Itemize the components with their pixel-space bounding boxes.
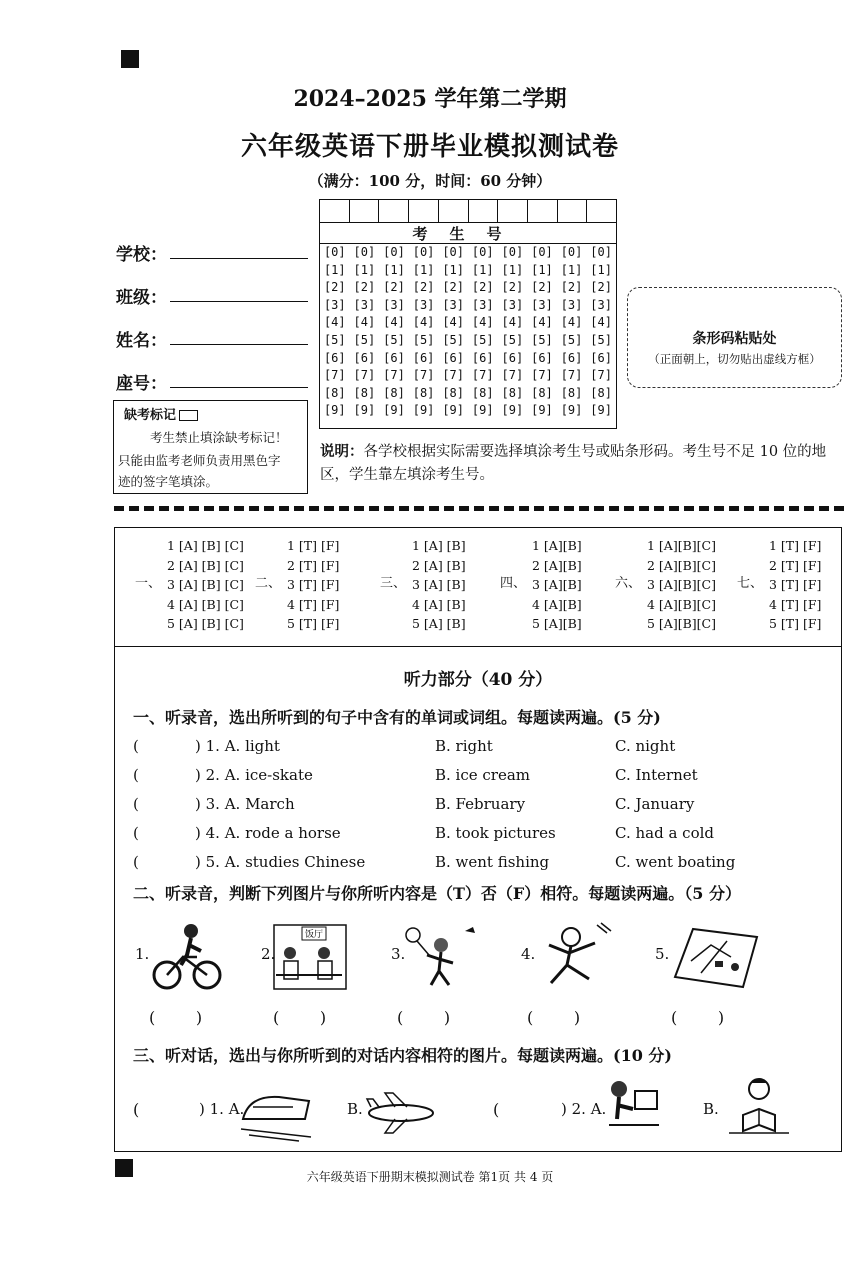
- answer-blank[interactable]: (: [133, 795, 139, 813]
- option-c: C. went boating: [615, 853, 736, 871]
- exam-id-bubble[interactable]: [8]: [442, 385, 465, 400]
- exam-id-bubble[interactable]: [2]: [560, 280, 583, 295]
- map-picture: [671, 921, 763, 991]
- exam-id-bubble[interactable]: [1]: [590, 262, 612, 277]
- exam-id-bubble[interactable]: [1]: [531, 262, 553, 277]
- school-field[interactable]: [116, 240, 167, 265]
- exam-id-bubble[interactable]: [7]: [412, 368, 435, 383]
- name-field[interactable]: [116, 326, 167, 351]
- option-a: ) 2. A. ice-skate: [195, 766, 313, 784]
- exam-id-bubble[interactable]: [7]: [501, 368, 524, 383]
- reading-boy-picture: [729, 1075, 791, 1141]
- absent-line-1: 考生禁止填涂缺考标记！: [150, 430, 288, 445]
- q2-answer-blank[interactable]: ( ): [527, 1008, 581, 1027]
- exam-id-bubble[interactable]: [5]: [590, 332, 612, 347]
- exam-title: 六年级英语下册毕业模拟测试卷: [240, 132, 619, 162]
- answer-bubble-row[interactable]: 1 [A] [B]: [412, 538, 466, 553]
- exam-id-bubble[interactable]: [8]: [501, 385, 524, 400]
- seat-label: 座号：: [116, 374, 167, 394]
- barcode-hint: （正面朝上，切勿贴出虚线方框）: [648, 352, 821, 366]
- answer-blank[interactable]: (: [133, 766, 139, 784]
- page-footer: 六年级英语下册期末模拟测试卷 第1页 共 4 页: [306, 1170, 554, 1184]
- exam-id-bubble[interactable]: [8]: [531, 385, 553, 400]
- exam-id-bubble[interactable]: [1]: [442, 262, 465, 277]
- exam-id-bubble[interactable]: [5]: [323, 332, 346, 347]
- exam-id-bubble[interactable]: [3]: [353, 297, 376, 312]
- exam-id-bubble[interactable]: [4]: [383, 315, 405, 330]
- exam-id-bubble[interactable]: [6]: [442, 350, 465, 365]
- exam-id-bubble[interactable]: [7]: [323, 368, 346, 383]
- answer-bubble-row[interactable]: 3 [A] [B] [C]: [167, 577, 244, 592]
- exam-id-bubble[interactable]: [8]: [383, 385, 405, 400]
- name-label: 姓名：: [116, 331, 167, 351]
- class-field[interactable]: [116, 283, 167, 308]
- seat-field[interactable]: [116, 369, 167, 394]
- answer-bubble-row[interactable]: 2 [T] [F]: [769, 557, 822, 573]
- exam-id-bubble[interactable]: [4]: [471, 315, 494, 330]
- q1-item: [129, 795, 829, 817]
- dining-hall-sign: 饭厅: [305, 930, 324, 940]
- exam-id-bubble[interactable]: [6]: [471, 350, 494, 365]
- exam-id-bubble[interactable]: [7]: [560, 368, 583, 383]
- answer-bubble-row[interactable]: 1 [A][B]: [532, 538, 582, 553]
- q1-item: [129, 766, 829, 788]
- answer-bubble-row[interactable]: 4 [A][B][C]: [647, 596, 716, 612]
- exam-id-bubble[interactable]: [1]: [501, 262, 524, 277]
- instruction-note: [320, 440, 845, 487]
- exam-id-bubbles[interactable]: [320, 244, 616, 420]
- exam-id-bubble[interactable]: [4]: [442, 315, 465, 330]
- exam-id-column[interactable]: [498, 244, 528, 420]
- exam-id-bubble[interactable]: [4]: [501, 315, 524, 330]
- answer-bubble-row[interactable]: 5 [A][B][C]: [647, 616, 716, 631]
- exam-id-bubble[interactable]: [6]: [590, 350, 612, 365]
- option-b: B. went fishing: [435, 853, 550, 871]
- q2-answer-blank[interactable]: ( ): [397, 1008, 451, 1027]
- option-a: ) 4. A. rode a horse: [195, 824, 341, 842]
- answer-sheet: [114, 527, 842, 647]
- answer-bubble-row[interactable]: 3 [A][B][C]: [647, 577, 716, 592]
- option-b: B. right: [435, 737, 493, 755]
- q3-q1-b: B.: [347, 1100, 363, 1118]
- exam-id-bubble[interactable]: [2]: [323, 280, 346, 295]
- q3-paren-1: (: [133, 1100, 140, 1119]
- exam-id-bubble[interactable]: [9]: [323, 403, 346, 418]
- exam-id-bubble[interactable]: [1]: [471, 262, 494, 277]
- plane-picture: [365, 1091, 437, 1135]
- option-b: B. took pictures: [435, 824, 556, 842]
- exam-id-bubble[interactable]: [3]: [442, 297, 465, 312]
- exam-id-column[interactable]: [379, 244, 409, 420]
- answer-bubble-row[interactable]: 3 [T] [F]: [769, 577, 822, 592]
- exam-id-bubble[interactable]: [6]: [501, 350, 524, 365]
- answer-group-number: 一、: [135, 576, 162, 591]
- computer-user-picture: [603, 1075, 663, 1141]
- exam-id-column[interactable]: [350, 244, 380, 420]
- option-c: C. January: [615, 795, 695, 813]
- exam-id-bubble[interactable]: [2]: [442, 280, 465, 295]
- q2-heading: 二、听录音，判断下列图片与你所听内容是（T）否（F）相符。每题读两遍。（5 分）: [133, 884, 741, 903]
- listening-section: [114, 645, 842, 1152]
- answer-bubble-row[interactable]: 2 [T] [F]: [287, 557, 340, 573]
- exam-id-bubble[interactable]: [7]: [353, 368, 376, 383]
- exam-id-bubble[interactable]: [1]: [383, 262, 405, 277]
- exam-id-bubble[interactable]: [0]: [471, 245, 494, 259]
- exam-id-bubble[interactable]: [5]: [560, 332, 583, 347]
- exam-id-bubble[interactable]: [8]: [353, 385, 376, 400]
- score-time: （满分：100 分，时间：60 分钟）: [308, 172, 552, 190]
- exam-id-bubble[interactable]: [4]: [412, 315, 435, 330]
- exam-id-bubble[interactable]: [6]: [412, 350, 435, 365]
- answer-blank[interactable]: (: [133, 824, 139, 842]
- badminton-picture: [405, 921, 483, 991]
- exam-id-bubble[interactable]: [0]: [412, 245, 435, 259]
- exam-id-bubble[interactable]: [6]: [353, 350, 376, 365]
- school-label: 学校：: [116, 245, 167, 265]
- answer-bubble-row[interactable]: 2 [A] [B] [C]: [167, 557, 244, 573]
- exam-id-column[interactable]: [320, 244, 350, 420]
- exam-id-bubble[interactable]: [2]: [590, 280, 612, 295]
- absent-mark-box: [113, 400, 308, 494]
- answer-group-number: 二、: [255, 576, 282, 591]
- q3-paren-2: (: [493, 1100, 500, 1119]
- exam-id-bubble[interactable]: [5]: [442, 332, 465, 347]
- option-a: ) 5. A. studies Chinese: [195, 853, 366, 871]
- exam-id-bubble[interactable]: [1]: [560, 262, 583, 277]
- absent-checkbox[interactable]: [179, 410, 198, 421]
- exam-id-bubble[interactable]: [0]: [442, 245, 465, 259]
- exam-id-write-row[interactable]: [320, 200, 616, 223]
- exam-id-bubble[interactable]: [8]: [412, 385, 435, 400]
- exam-id-bubble[interactable]: [3]: [531, 297, 553, 312]
- answer-bubble-row[interactable]: 4 [A] [B]: [412, 596, 466, 612]
- exam-id-column[interactable]: [586, 244, 616, 420]
- exam-id-bubble[interactable]: [9]: [353, 403, 376, 418]
- q2-answer-blank[interactable]: ( ): [671, 1008, 725, 1027]
- option-c: C. Internet: [615, 766, 698, 784]
- answer-bubble-row[interactable]: 4 [T] [F]: [287, 596, 340, 612]
- exam-id-bubble[interactable]: [5]: [383, 332, 405, 347]
- exam-id-bubble[interactable]: [7]: [590, 368, 612, 383]
- exam-id-bubble[interactable]: [9]: [531, 403, 553, 418]
- exam-id-bubble[interactable]: [9]: [560, 403, 583, 418]
- answer-blank[interactable]: (: [133, 853, 139, 871]
- q2-label-5: 5.: [655, 945, 670, 963]
- exam-id-column[interactable]: [468, 244, 498, 420]
- exam-id-bubble[interactable]: [3]: [471, 297, 494, 312]
- exam-id-bubble[interactable]: [7]: [442, 368, 465, 383]
- answer-bubble-row[interactable]: 4 [A] [B] [C]: [167, 596, 244, 612]
- answer-group-number: 四、: [500, 576, 527, 591]
- answer-bubble-row[interactable]: 5 [A][B]: [532, 616, 582, 631]
- class-label: 班级：: [116, 288, 167, 308]
- exam-id-bubble[interactable]: [4]: [323, 315, 346, 330]
- exam-id-label: 考生号: [320, 223, 616, 244]
- exam-id-bubble[interactable]: [6]: [531, 350, 553, 365]
- q2-label-2: 2.: [261, 945, 276, 963]
- exam-id-bubble[interactable]: [9]: [501, 403, 524, 418]
- answer-bubble-row[interactable]: 3 [A] [B]: [412, 577, 466, 592]
- exam-id-bubble[interactable]: [1]: [412, 262, 435, 277]
- answer-bubble-row[interactable]: 4 [A][B]: [532, 596, 582, 612]
- exam-id-bubble[interactable]: [3]: [412, 297, 435, 312]
- exam-id-column[interactable]: [527, 244, 557, 420]
- absent-line-2: 只能由监考老师负责用黑色字: [118, 453, 281, 468]
- boy-cycling-picture: [151, 921, 225, 991]
- exam-id-bubble[interactable]: [0]: [353, 245, 376, 259]
- q3-q2: ) 2. A.: [561, 1100, 607, 1118]
- exam-id-bubble[interactable]: [8]: [471, 385, 494, 400]
- exam-id-bubble[interactable]: [8]: [590, 385, 612, 400]
- exam-id-bubble[interactable]: [0]: [590, 245, 612, 259]
- answer-bubble-row[interactable]: 3 [T] [F]: [287, 577, 340, 592]
- note-text: 各学校根据实际需要选择填涂考生号或贴条形码。考生号不足 10 位的地区，学生靠左填涂考生号。: [320, 444, 827, 483]
- q2-answer-blank[interactable]: ( ): [273, 1008, 327, 1027]
- exam-id-bubble[interactable]: [0]: [560, 245, 583, 259]
- exam-id-bubble[interactable]: [9]: [412, 403, 435, 418]
- exam-id-bubble[interactable]: [0]: [531, 245, 553, 259]
- option-b: B. ice cream: [435, 766, 531, 784]
- exam-id-bubble[interactable]: [2]: [412, 280, 435, 295]
- exam-id-bubble[interactable]: [6]: [560, 350, 583, 365]
- exam-id-bubble[interactable]: [2]: [531, 280, 553, 295]
- exam-id-bubble[interactable]: [4]: [590, 315, 612, 330]
- registration-mark-top: [121, 50, 139, 68]
- option-b: B. February: [435, 795, 526, 813]
- option-c: C. had a cold: [615, 824, 714, 842]
- exam-id-bubble[interactable]: [7]: [383, 368, 405, 383]
- answer-bubble-row[interactable]: 5 [A] [B]: [412, 616, 466, 631]
- exam-id-bubble[interactable]: [5]: [353, 332, 376, 347]
- train-picture: [239, 1085, 313, 1143]
- q2-label-4: 4.: [521, 945, 536, 963]
- exam-id-bubble[interactable]: [7]: [531, 368, 553, 383]
- exam-id-column[interactable]: [409, 244, 439, 420]
- exam-id-bubble[interactable]: [9]: [590, 403, 612, 418]
- exam-id-bubble[interactable]: [8]: [323, 385, 346, 400]
- exam-id-bubble[interactable]: [2]: [353, 280, 376, 295]
- dining-hall-picture: [272, 923, 348, 991]
- option-c: C. night: [615, 737, 676, 755]
- exam-id-bubble[interactable]: [2]: [471, 280, 494, 295]
- exam-id-bubble[interactable]: [9]: [442, 403, 465, 418]
- barcode-area: [627, 287, 842, 388]
- q1-item: [129, 737, 829, 759]
- q3-heading: 三、听对话，选出与你所听到的对话内容相符的图片。每题读两遍。(10 分): [133, 1046, 672, 1065]
- exam-id-column[interactable]: [438, 244, 468, 420]
- answer-bubble-row[interactable]: 1 [A][B][C]: [647, 538, 716, 553]
- answer-bubble-row[interactable]: 4 [T] [F]: [769, 596, 822, 612]
- exam-id-bubble[interactable]: [3]: [383, 297, 405, 312]
- option-a: ) 1. A. light: [195, 737, 280, 755]
- answer-bubble-row[interactable]: 2 [A][B]: [532, 557, 582, 573]
- exam-id-bubble[interactable]: [0]: [323, 245, 346, 259]
- answer-group-number: 七、: [737, 576, 764, 591]
- q3-q2-b: B.: [703, 1100, 719, 1118]
- answer-bubble-row[interactable]: 5 [T] [F]: [287, 616, 340, 631]
- listening-title: 听力部分（40 分）: [403, 670, 553, 690]
- exam-id-bubble[interactable]: [3]: [323, 297, 346, 312]
- exam-id-bubble[interactable]: [5]: [412, 332, 435, 347]
- exam-id-bubble[interactable]: [9]: [471, 403, 494, 418]
- exam-id-bubble[interactable]: [6]: [323, 350, 346, 365]
- exam-id-bubble[interactable]: [4]: [531, 315, 553, 330]
- exam-id-bubble[interactable]: [4]: [353, 315, 376, 330]
- answer-bubble-row[interactable]: 1 [A] [B] [C]: [167, 538, 244, 553]
- note-label: 说明：: [320, 443, 364, 460]
- answer-bubble-row[interactable]: 5 [A] [B] [C]: [167, 616, 244, 631]
- exam-id-bubble[interactable]: [2]: [501, 280, 524, 295]
- absent-line-3: 迹的签字笔填涂。: [118, 474, 219, 489]
- q1-item: [129, 824, 829, 846]
- exam-id-bubble[interactable]: [5]: [531, 332, 553, 347]
- skating-picture: [531, 921, 613, 993]
- answer-group-number: 六、: [615, 576, 642, 591]
- q1-item: [129, 853, 829, 875]
- exam-id-bubble[interactable]: [0]: [383, 245, 405, 259]
- option-a: ) 3. A. March: [195, 795, 295, 813]
- exam-id-bubble[interactable]: [3]: [590, 297, 612, 312]
- exam-id-column[interactable]: [557, 244, 587, 420]
- exam-id-bubble[interactable]: [5]: [471, 332, 494, 347]
- q1-heading: 一、听录音，选出所听到的句子中含有的单词或词组。每题读两遍。(5 分): [133, 708, 661, 727]
- exam-term: 2024–2025 学年第二学期: [293, 86, 567, 112]
- exam-id-bubble[interactable]: [0]: [501, 245, 524, 259]
- exam-id-grid: [319, 199, 617, 429]
- exam-id-bubble[interactable]: [2]: [383, 280, 405, 295]
- answer-bubble-row[interactable]: 2 [A] [B]: [412, 557, 466, 573]
- answer-bubble-row[interactable]: 3 [A][B]: [532, 577, 582, 592]
- answer-group-number: 三、: [380, 576, 407, 591]
- answer-bubble-row[interactable]: 2 [A][B][C]: [647, 557, 716, 573]
- exam-id-bubble[interactable]: [3]: [501, 297, 524, 312]
- q2-label-1: 1.: [135, 945, 150, 963]
- exam-id-bubble[interactable]: [1]: [353, 262, 376, 277]
- q2-label-3: 3.: [391, 945, 406, 963]
- exam-id-bubble[interactable]: [9]: [383, 403, 405, 418]
- answer-bubble-row[interactable]: 1 [T] [F]: [769, 538, 822, 553]
- barcode-title: 条形码粘贴处: [692, 331, 777, 347]
- cut-line: [114, 506, 844, 511]
- exam-id-bubble[interactable]: [5]: [501, 332, 524, 347]
- exam-id-bubble[interactable]: [1]: [323, 262, 346, 277]
- exam-id-bubble[interactable]: [6]: [383, 350, 405, 365]
- answer-bubble-row[interactable]: 5 [T] [F]: [769, 616, 822, 631]
- exam-id-bubble[interactable]: [3]: [560, 297, 583, 312]
- q3-q1: ) 1. A.: [199, 1100, 245, 1118]
- absent-mark-title: 缺考标记: [124, 404, 198, 423]
- exam-id-bubble[interactable]: [4]: [560, 315, 583, 330]
- exam-id-bubble[interactable]: [7]: [471, 368, 494, 383]
- answer-blank[interactable]: (: [133, 737, 139, 755]
- q2-answer-blank[interactable]: ( ): [149, 1008, 203, 1027]
- exam-id-bubble[interactable]: [8]: [560, 385, 583, 400]
- answer-bubble-row[interactable]: 1 [T] [F]: [287, 538, 340, 553]
